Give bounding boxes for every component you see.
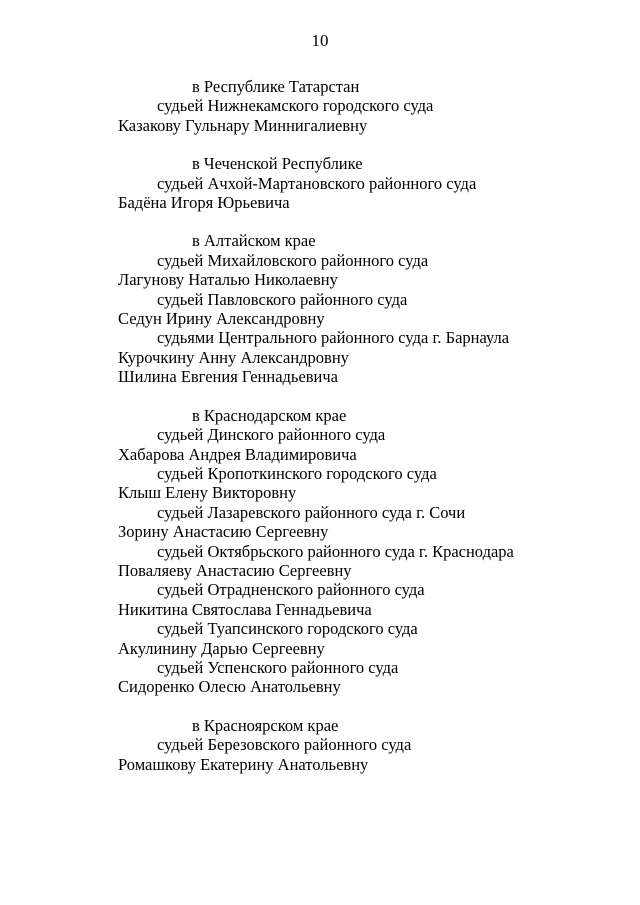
page-number: 10 xyxy=(311,31,329,50)
judge-name: Шилина Евгения Геннадьевича xyxy=(118,367,339,387)
judge-name: Поваляеву Анастасию Сергеевну xyxy=(118,560,352,580)
court-position: судьей Березовского районного суда xyxy=(157,735,412,755)
judge-name: Хабарова Андрея Владимировича xyxy=(118,444,357,464)
judge-name: Казакову Гульнару Миннигалиевну xyxy=(118,115,368,135)
judge-name: Курочкину Анну Александровну xyxy=(118,347,349,367)
region-section xyxy=(118,77,618,135)
region-section xyxy=(118,716,618,774)
judge-name: Лагунову Наталью Николаевну xyxy=(118,270,338,290)
court-position: судьей Туапсинского городского суда xyxy=(157,619,418,639)
court-position: судьями Центрального районного суда г. Барнаула xyxy=(157,328,510,348)
court-position: судьей Отрадненского районного суда xyxy=(157,580,425,600)
region-section xyxy=(118,154,618,212)
court-position: судьей Октябрьского районного суда г. Краснодара xyxy=(157,541,514,561)
region-heading: в Республике Татарстан xyxy=(192,77,360,96)
court-position: судьей Ачхой-Мартановского районного суда xyxy=(157,173,477,193)
judge-name: Акулинину Дарью Сергеевну xyxy=(118,638,325,658)
region-section xyxy=(118,406,618,697)
court-position: судьей Успенского районного суда xyxy=(157,657,399,677)
judge-name: Зорину Анастасию Сергеевну xyxy=(118,522,329,542)
region-section xyxy=(118,231,618,386)
judge-name: Клыш Елену Викторовну xyxy=(118,483,297,503)
court-position: судьей Павловского районного суда xyxy=(157,289,408,309)
court-position: судьей Динского районного суда xyxy=(157,425,386,445)
court-position: судьей Лазаревского районного суда г. Сочи xyxy=(157,502,466,522)
judge-name: Ромашкову Екатерину Анатольевну xyxy=(118,754,369,774)
court-position: судьей Нижнекамского городского суда xyxy=(157,96,434,116)
judge-name: Бадёна Игоря Юрьевича xyxy=(118,193,290,213)
court-position: судьей Михайловского районного суда xyxy=(157,250,429,270)
judge-name: Никитина Святослава Геннадьевича xyxy=(118,599,372,619)
judge-name: Седун Ирину Александровну xyxy=(118,309,325,329)
judge-name: Сидоренко Олесю Анатольевну xyxy=(118,677,341,697)
appointments-list xyxy=(118,77,618,793)
court-position: судьей Кропоткинского городского суда xyxy=(157,463,437,483)
region-heading: в Красноярском крае xyxy=(192,715,339,735)
region-heading: в Алтайском крае xyxy=(192,231,316,251)
region-heading: в Чеченской Республике xyxy=(192,154,363,174)
region-heading: в Краснодарском крае xyxy=(192,405,347,425)
